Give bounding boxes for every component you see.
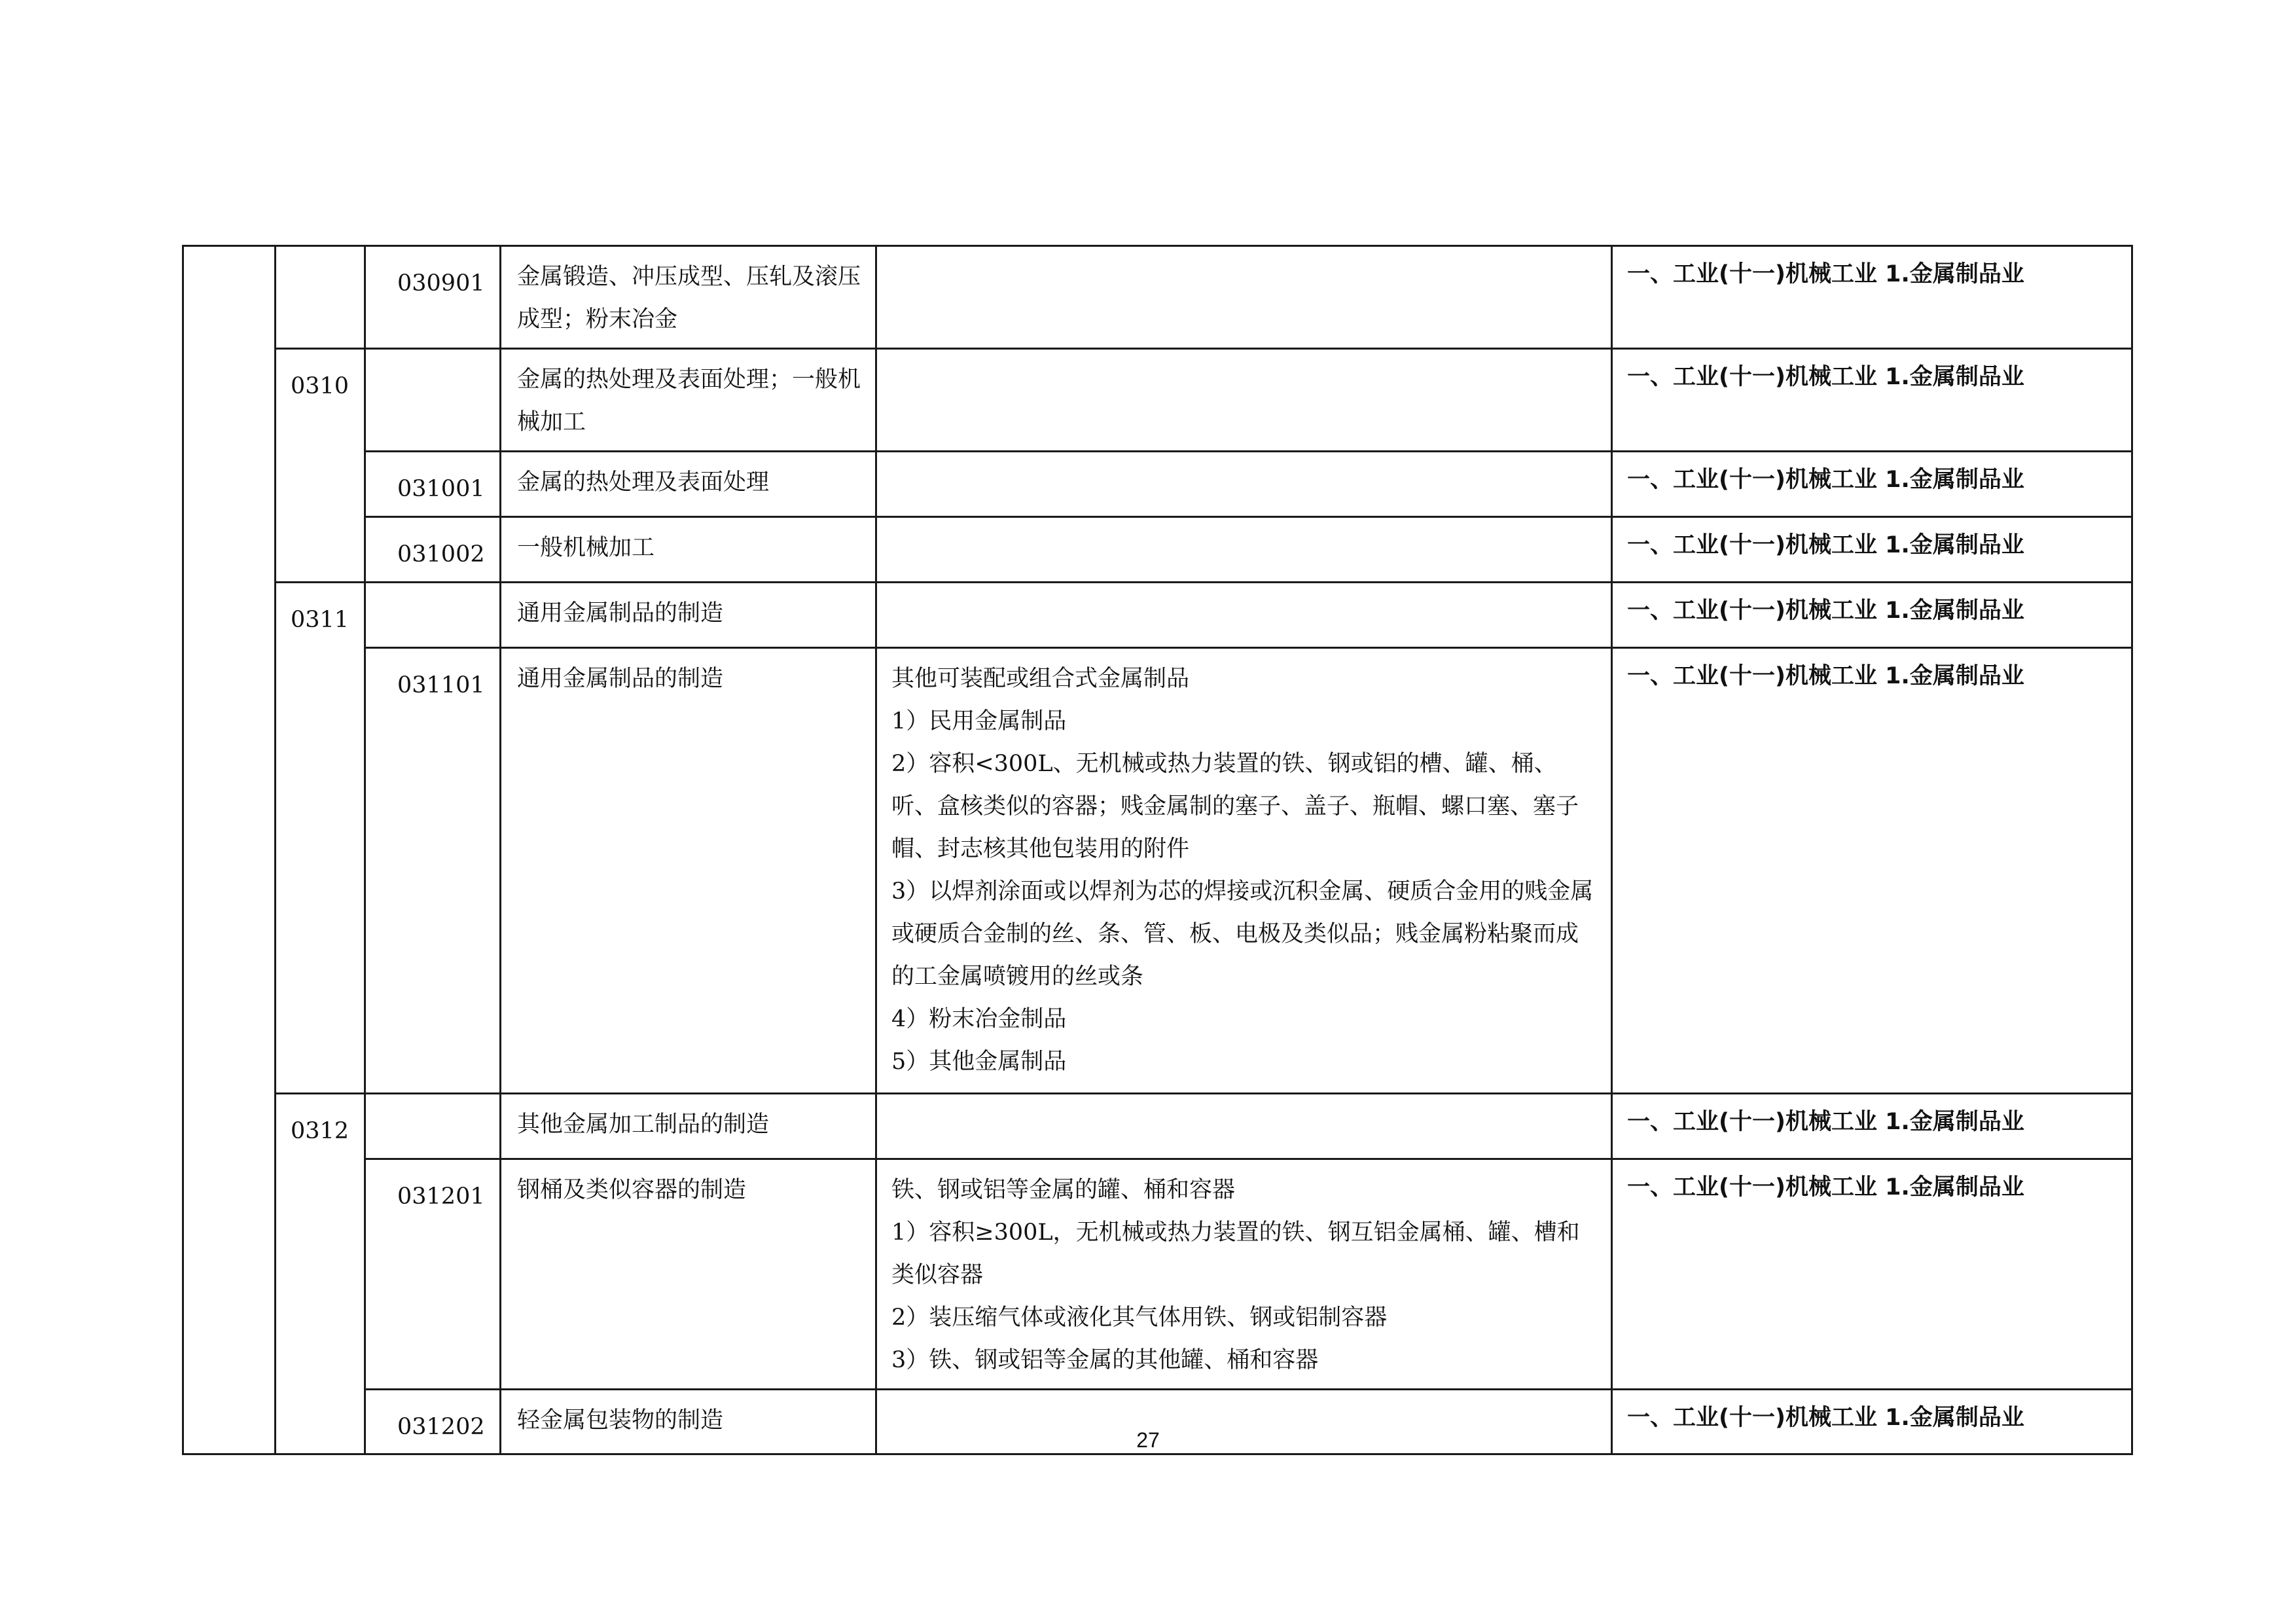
class-code-cell: 031001 xyxy=(365,452,501,517)
name-cell: 一般机械加工 xyxy=(501,517,876,583)
class-code-cell xyxy=(365,349,501,452)
description-cell xyxy=(876,583,1612,648)
table-row xyxy=(183,648,2132,1094)
description-line: 3）以焊剂涂面或以焊剂为芯的焊接或沉积金属、硬质合金用的贱金属或硬质合金制的丝、条、管、板、电极及类似品；贱金属粉粘聚而成的工金属喷镀用的丝或条 xyxy=(891,878,1594,990)
name-cell: 金属的热处理及表面处理；一般机械加工 xyxy=(501,349,876,452)
description-cell xyxy=(876,1159,1612,1390)
industry-classification-table xyxy=(182,245,2133,1455)
table-row xyxy=(183,246,2132,349)
description-line: 1）容积≥300L，无机械或热力装置的铁、钢互铝金属桶、罐、槽和类似容器 xyxy=(891,1219,1580,1288)
description-cell xyxy=(876,452,1612,517)
group-code-cell: 0311 xyxy=(276,583,365,1094)
table-row xyxy=(183,1159,2132,1390)
group-code-cell: 0310 xyxy=(276,349,365,583)
description-line: 2）装压缩气体或液化其气体用铁、钢或铝制容器 xyxy=(891,1305,1388,1331)
description-cell xyxy=(876,349,1612,452)
class-code-cell: 031002 xyxy=(365,517,501,583)
description-line: 1）民用金属制品 xyxy=(891,708,1067,734)
group-code-cell: 0312 xyxy=(276,1094,365,1454)
name-cell: 通用金属制品的制造 xyxy=(501,583,876,648)
page-number: 27 xyxy=(1136,1428,1160,1452)
table-row xyxy=(183,583,2132,648)
description-line: 5）其他金属制品 xyxy=(891,1049,1067,1075)
name-cell: 钢桶及类似容器的制造 xyxy=(501,1159,876,1390)
class-code-cell xyxy=(365,583,501,648)
category-cell: 一、工业(十一)机械工业 1.金属制品业 xyxy=(1612,246,2132,349)
description-line: 4）粉末冶金制品 xyxy=(891,1006,1067,1032)
class-code-cell: 031101 xyxy=(365,648,501,1094)
group-code-cell xyxy=(276,246,365,349)
category-cell: 一、工业(十一)机械工业 1.金属制品业 xyxy=(1612,517,2132,583)
name-cell: 金属锻造、冲压成型、压轧及滚压成型；粉末冶金 xyxy=(501,246,876,349)
class-code-cell: 030901 xyxy=(365,246,501,349)
section-code-cell xyxy=(183,246,276,1454)
description-line: 铁、钢或铝等金属的罐、桶和容器 xyxy=(891,1177,1236,1203)
category-cell: 一、工业(十一)机械工业 1.金属制品业 xyxy=(1612,648,2132,1094)
description-line: 其他可装配或组合式金属制品 xyxy=(891,666,1190,692)
class-code-cell: 031202 xyxy=(365,1390,501,1454)
table-row xyxy=(183,452,2132,517)
name-cell: 通用金属制品的制造 xyxy=(501,648,876,1094)
category-cell: 一、工业(十一)机械工业 1.金属制品业 xyxy=(1612,1094,2132,1159)
table-row xyxy=(183,1094,2132,1159)
description-cell xyxy=(876,648,1612,1094)
description-line: 3）铁、钢或铝等金属的其他罐、桶和容器 xyxy=(891,1347,1319,1373)
category-cell: 一、工业(十一)机械工业 1.金属制品业 xyxy=(1612,452,2132,517)
category-cell: 一、工业(十一)机械工业 1.金属制品业 xyxy=(1612,1390,2132,1454)
description-cell xyxy=(876,246,1612,349)
name-cell: 金属的热处理及表面处理 xyxy=(501,452,876,517)
table-row xyxy=(183,517,2132,583)
description-cell xyxy=(876,1094,1612,1159)
name-cell: 其他金属加工制品的制造 xyxy=(501,1094,876,1159)
category-cell: 一、工业(十一)机械工业 1.金属制品业 xyxy=(1612,583,2132,648)
table-row xyxy=(183,349,2132,452)
class-code-cell: 031201 xyxy=(365,1159,501,1390)
class-code-cell xyxy=(365,1094,501,1159)
description-line: 2）容积<300L、无机械或热力装置的铁、钢或铝的槽、罐、桶、听、盒核类似的容器；贱金属制的塞子、盖子、瓶帽、螺口塞、塞子帽、封志核其他包装用的附件 xyxy=(891,751,1579,862)
description-cell xyxy=(876,517,1612,583)
category-cell: 一、工业(十一)机械工业 1.金属制品业 xyxy=(1612,349,2132,452)
name-cell: 轻金属包装物的制造 xyxy=(501,1390,876,1454)
category-cell: 一、工业(十一)机械工业 1.金属制品业 xyxy=(1612,1159,2132,1390)
